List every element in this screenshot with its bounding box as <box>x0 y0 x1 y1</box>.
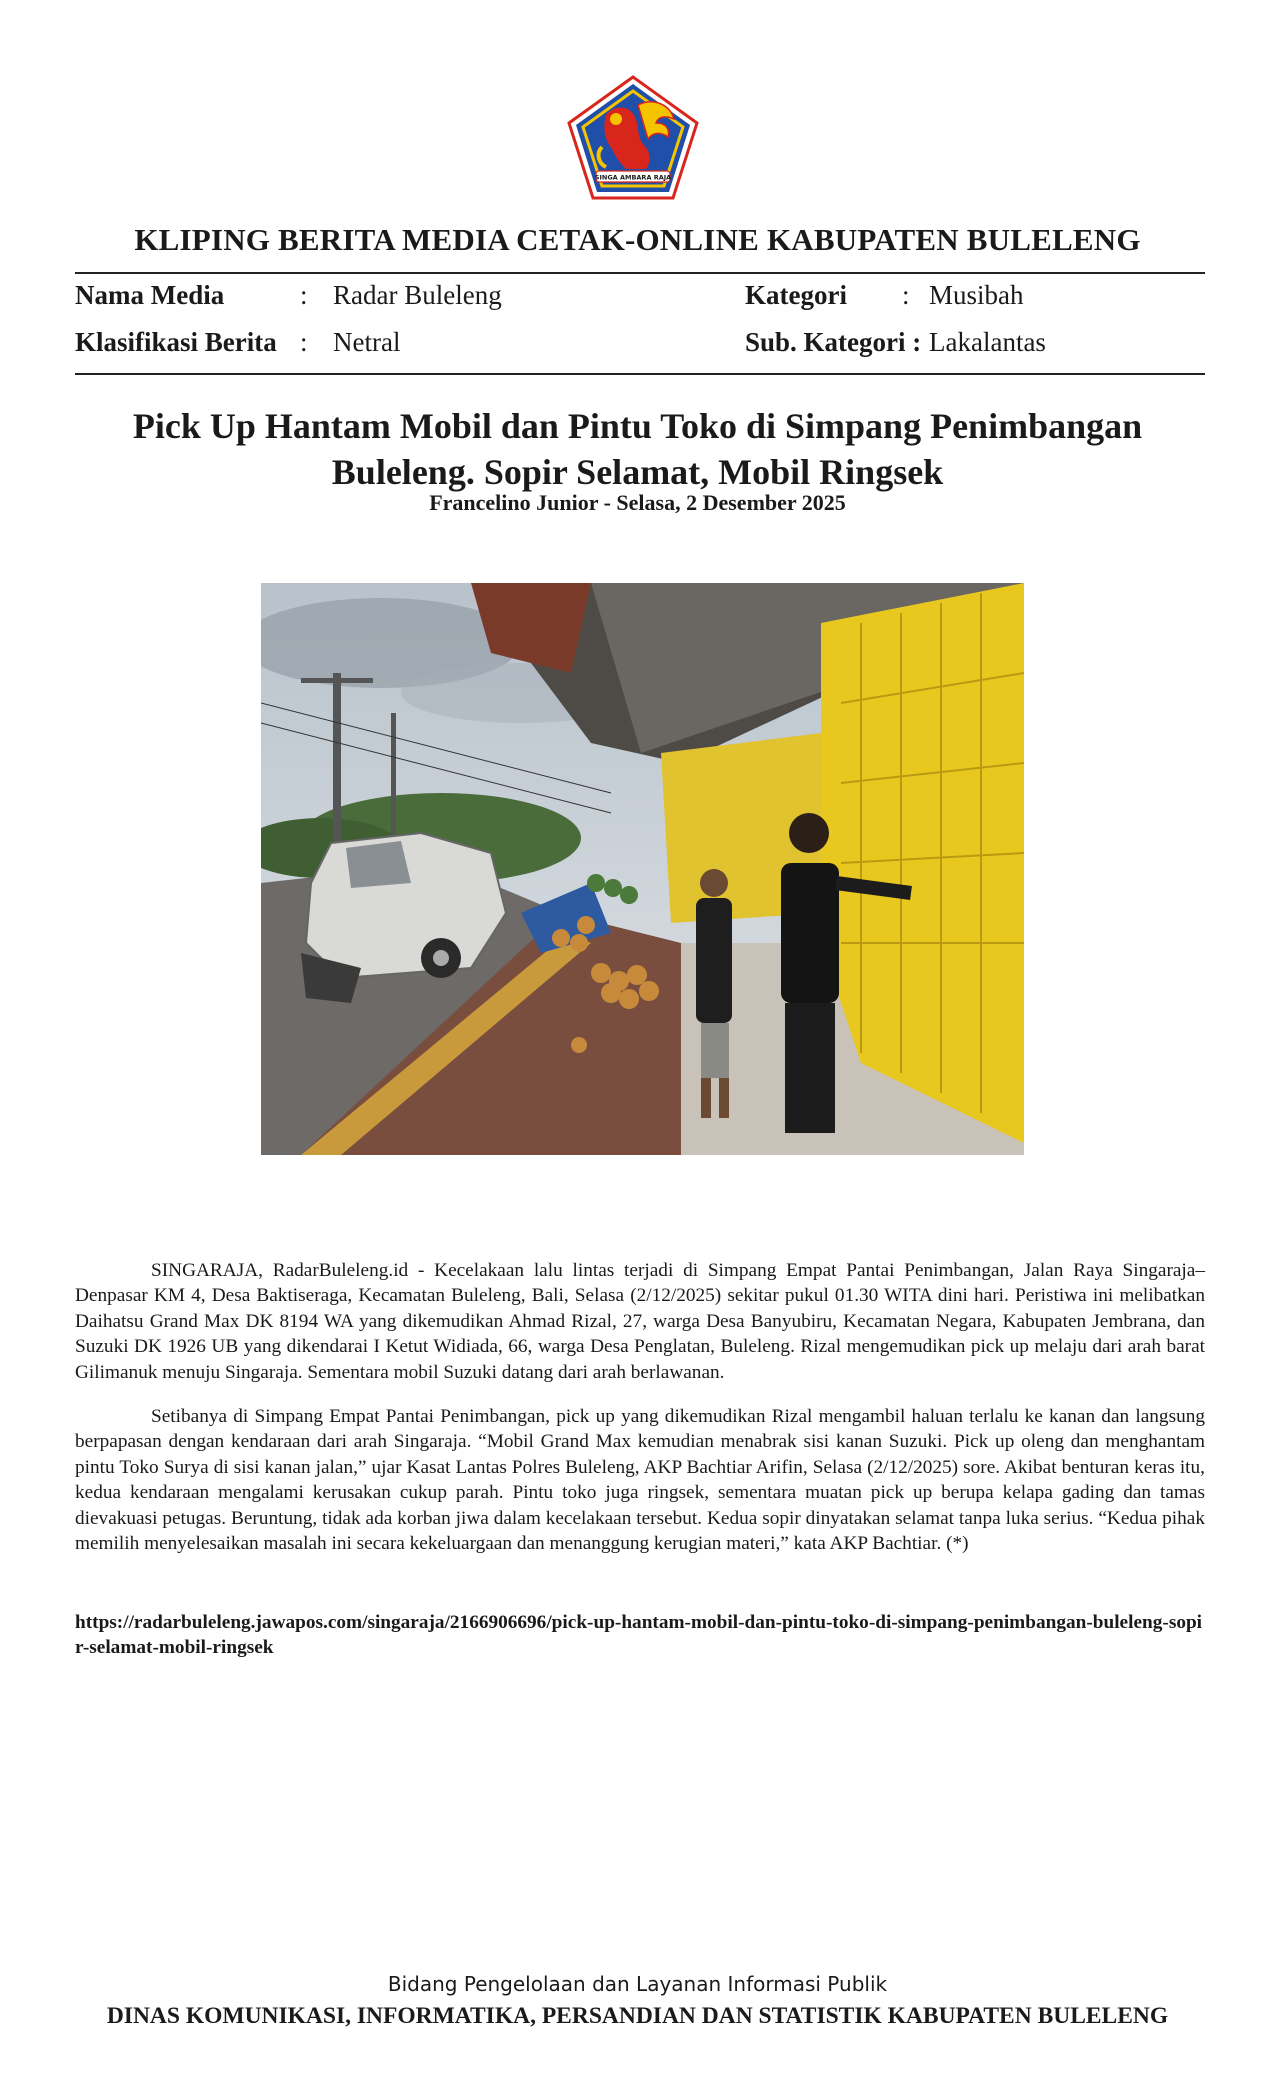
klasifikasi-label: Klasifikasi Berita <box>75 327 277 357</box>
footer-agency: DINAS KOMUNIKASI, INFORMATIKA, PERSANDIAN DAN STATISTIK KABUPATEN BULELENG <box>106 2003 1169 2029</box>
article-headline: Pick Up Hantam Mobil dan Pintu Toko di Simpang Penimbangan Buleleng. Sopir Selamat, Mobil Ringsek <box>132 406 1143 492</box>
kategori-colon: : <box>902 280 910 310</box>
header-divider <box>75 272 1205 274</box>
winged-lion-emblem-icon <box>566 75 700 201</box>
article-paragraph-1-text: SINGARAJA, RadarBuleleng.id - Kecelakaan lalu lintas terjadi di Simpang Empat Pantai Penimbangan, Jalan Raya Singaraja–Denpasar KM 4, Desa Baktiseraga, Kecamatan Buleleng, Bali, Selasa (2/12/2025) sekitar pukul 01.30 WITA dini hari. Peristiwa ini melibatkan Daihatsu Grand Max DK 8194 WA yang dikemudikan Ahmad Rizal, 27, warga Desa Banyubiru, Kecamatan Negara, Kabupaten Jembrana, dan Suzuki DK 1926 UB yang dikendarai I Ketut Widiada, 66, warga Desa Penglatan, Buleleng. Rizal mengemudikan pick up melaju dari arah barat Gilimanuk menuju Singaraja. Sementara mobil Suzuki datang dari arah berlawanan. <box>75 1260 1205 1383</box>
nama-media-colon: : <box>300 280 308 310</box>
sub-kategori-value: Lakalantas <box>929 327 1046 357</box>
meta-divider <box>75 373 1205 375</box>
klasifikasi-value: Netral <box>333 327 401 357</box>
logo-caption: SINGA AMBARA RAJA <box>594 173 672 182</box>
article-paragraph-2 <box>75 1404 1205 1556</box>
article-paragraph-2-text: Setibanya di Simpang Empat Pantai Penimbangan, pick up yang dikemudikan Rizal mengambil haluan terlalu ke kanan dan langsung berpapasan dengan kendaraan dari arah Singaraja. “Mobil Grand Max kemudian menabrak sisi kanan Suzuki. Pick up oleng dan menghantam pintu Toko Surya di sisi kanan jalan,” ujar Kasat Lantas Polres Buleleng, AKP Bachtiar Arifin, Selasa (2/12/2025) sore. Akibat benturan keras itu, kedua kendaraan mengalami kerusakan cukup parah. Pintu toko juga ringsek, sementara muatan pick up berupa kelapa gading dan tamas dievakuasi petugas. Beruntung, tidak ada korban jiwa dalam kecelakaan tersebut. Kedua sopir dinyatakan selamat tanpa luka serius. “Kedua pihak memilih menyelesaikan masalah ini secara kekeluargaan dan menanggung kerugian materi,” kata AKP Bachtiar. (*) <box>75 1406 1205 1555</box>
klasifikasi-colon: : <box>300 327 308 357</box>
footer-department: Bidang Pengelolaan dan Layanan Informasi Publik <box>387 1972 888 1996</box>
article-source-link[interactable]: https://radarbuleleng.jawapos.com/singaraja/2166906696/pick-up-hantam-mobil-dan-pintu-toko-di-simpang-penimbangan-buleleng-sopir-selamat-mobil-ringsek <box>75 1612 1203 1659</box>
clipping-header-title: KLIPING BERITA MEDIA CETAK-ONLINE KABUPATEN BULELENG <box>134 222 1141 257</box>
article-paragraph-1 <box>75 1258 1205 1385</box>
nama-media-label: Nama Media <box>75 280 225 310</box>
kategori-label: Kategori <box>745 280 847 310</box>
nama-media-value: Radar Buleleng <box>333 280 502 310</box>
article-byline: Francelino Junior - Selasa, 2 Desember 2025 <box>429 490 846 515</box>
kategori-value: Musibah <box>929 280 1024 310</box>
sub-kategori-label: Sub. Kategori : <box>745 327 922 357</box>
accident-photo <box>261 583 1024 1155</box>
